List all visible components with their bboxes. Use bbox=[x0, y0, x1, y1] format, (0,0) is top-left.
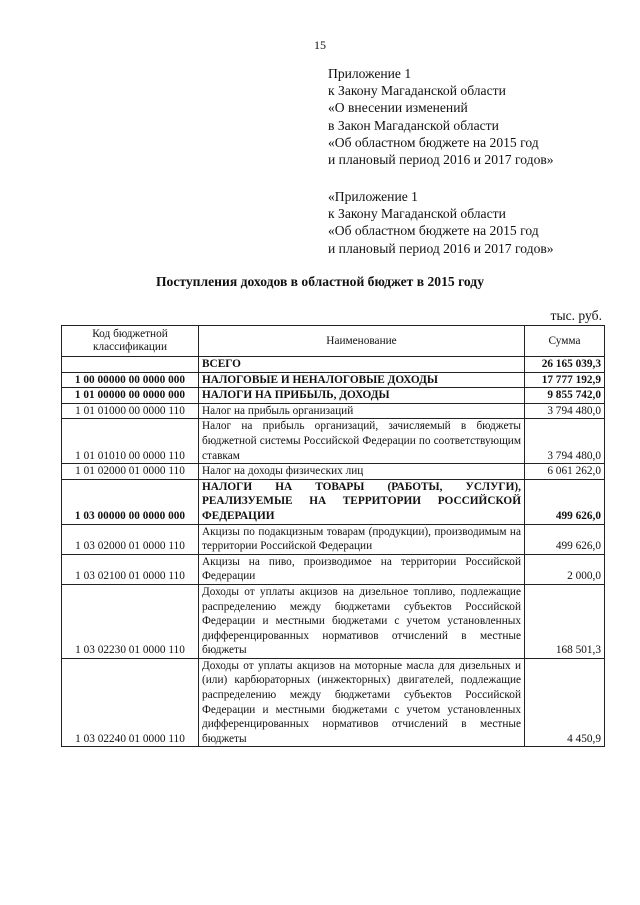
row-name: Налог на прибыль организаций, зачисляемый в бюджеты бюджетной системы Российской Федерации по соответствующим ставкам bbox=[199, 419, 525, 464]
attachment-header-line: Приложение 1 bbox=[328, 66, 412, 81]
row-sum: 2 000,0 bbox=[525, 554, 605, 584]
row-sum: 499 626,0 bbox=[525, 479, 605, 524]
table-row bbox=[62, 524, 605, 554]
table-row bbox=[62, 584, 605, 658]
page-number: 15 bbox=[314, 38, 326, 52]
row-name: НАЛОГОВЫЕ И НЕНАЛОГОВЫЕ ДОХОДЫ bbox=[199, 372, 525, 388]
row-sum: 6 061 262,0 bbox=[525, 464, 605, 480]
attachment-header-line: «О внесении изменений bbox=[328, 100, 468, 116]
attachment-header-original bbox=[328, 188, 554, 257]
row-code: 1 03 02230 01 0000 110 bbox=[62, 584, 199, 658]
row-code: 1 03 02000 01 0000 110 bbox=[62, 524, 199, 554]
row-name: ВСЕГО bbox=[199, 357, 525, 373]
row-sum: 17 777 192,9 bbox=[525, 372, 605, 388]
row-code: 1 01 02000 01 0000 110 bbox=[62, 464, 199, 480]
row-name: НАЛОГИ НА ТОВАРЫ (РАБОТЫ, УСЛУГИ), РЕАЛИЗУЕМЫЕ НА ТЕРРИТОРИИ РОССИЙСКОЙ ФЕДЕРАЦИИ bbox=[199, 479, 525, 524]
row-sum: 168 501,3 bbox=[525, 584, 605, 658]
row-sum: 26 165 039,3 bbox=[525, 357, 605, 373]
row-code: 1 01 00000 00 0000 000 bbox=[62, 388, 199, 404]
row-sum: 3 794 480,0 bbox=[525, 419, 605, 464]
row-name: Акцизы по подакцизным товарам (продукции), производимым на территории Российской Федерации bbox=[199, 524, 525, 554]
row-name: Доходы от уплаты акцизов на моторные масла для дизельных и (или) карбюраторных (инжекторных) двигателей, подлежащие распределению между бюджетами субъектов Российской Федерации и местными бюджетами с учетом установленных дифференцированных нормативов отчислений в местные бюджеты bbox=[199, 658, 525, 747]
attachment-header bbox=[328, 65, 554, 168]
attachment-header-line: и плановый период 2016 и 2017 годов» bbox=[328, 152, 554, 168]
row-code: 1 03 02100 01 0000 110 bbox=[62, 554, 199, 584]
table-row bbox=[62, 388, 605, 404]
row-name: Акцизы на пиво, производимое на территории Российской Федерации bbox=[199, 554, 525, 584]
attachment-header-line: «Об областном бюджете на 2015 год bbox=[328, 223, 539, 239]
attachment-header-line: «Приложение 1 bbox=[328, 189, 418, 204]
column-header-code: Код бюджетной классификации bbox=[62, 326, 199, 357]
row-name: НАЛОГИ НА ПРИБЫЛЬ, ДОХОДЫ bbox=[199, 388, 525, 404]
row-sum: 3 794 480,0 bbox=[525, 403, 605, 419]
document-title: Поступления доходов в областной бюджет в 2015 году bbox=[155, 274, 484, 289]
attachment-header-line: в Закон Магаданской области bbox=[328, 117, 499, 133]
attachment-header-line: и плановый период 2016 и 2017 годов» bbox=[328, 240, 554, 256]
table-row bbox=[62, 479, 605, 524]
table-row bbox=[62, 554, 605, 584]
row-code: 1 03 00000 00 0000 000 bbox=[62, 479, 199, 524]
row-name: Доходы от уплаты акцизов на дизельное топливо, подлежащие распределению между бюджетами субъектов Российской Федерации и местными бюджетами с учетом установленных дифференцированных нормативов отчислений в местные бюджеты bbox=[199, 584, 525, 658]
row-name: Налог на прибыль организаций bbox=[199, 403, 525, 419]
attachment-header-line: к Закону Магаданской области bbox=[328, 206, 506, 222]
table-row bbox=[62, 357, 605, 373]
row-code bbox=[62, 357, 199, 373]
row-code: 1 03 02240 01 0000 110 bbox=[62, 658, 199, 747]
row-sum: 4 450,9 bbox=[525, 658, 605, 747]
unit-label: тыс. руб. bbox=[550, 308, 602, 323]
column-header-name: Наименование bbox=[199, 326, 525, 357]
table-row bbox=[62, 464, 605, 480]
row-sum: 9 855 742,0 bbox=[525, 388, 605, 404]
column-header-sum: Сумма bbox=[525, 326, 605, 357]
table-body bbox=[62, 357, 605, 747]
row-sum: 499 626,0 bbox=[525, 524, 605, 554]
row-code: 1 00 00000 00 0000 000 bbox=[62, 372, 199, 388]
income-table bbox=[61, 325, 605, 747]
table-row bbox=[62, 372, 605, 388]
table-row bbox=[62, 403, 605, 419]
table-row bbox=[62, 658, 605, 747]
table-header-row bbox=[62, 326, 605, 357]
attachment-header-line: к Закону Магаданской области bbox=[328, 83, 506, 99]
row-code: 1 01 01000 00 0000 110 bbox=[62, 403, 199, 419]
attachment-header-line: «Об областном бюджете на 2015 год bbox=[328, 134, 539, 150]
row-name: Налог на доходы физических лиц bbox=[199, 464, 525, 480]
table-row bbox=[62, 419, 605, 464]
row-code: 1 01 01010 00 0000 110 bbox=[62, 419, 199, 464]
